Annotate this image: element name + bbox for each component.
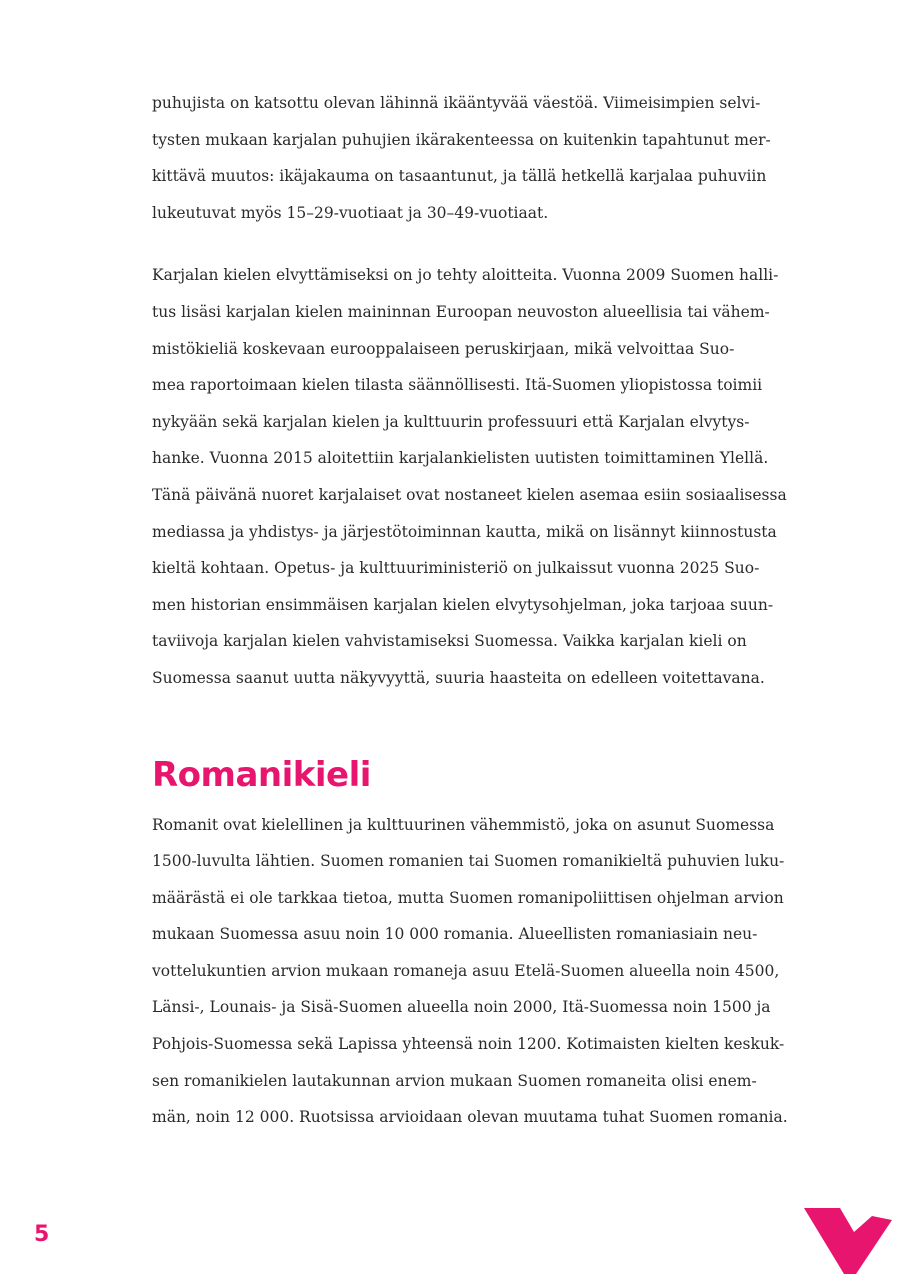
text-line: Pohjois-Suomessa sekä Lapissa yhteensä noin 1200. Kotimaisten kielten keskuk- (152, 1035, 785, 1054)
text-line: men historian ensimmäisen karjalan kielen elvytysohjelman, joka tarjoaa suun- (152, 595, 774, 614)
page-content (152, 85, 842, 1162)
text-line: män, noin 12 000. Ruotsissa arvioidaan olevan muutama tuhat Suomen romania. (152, 1108, 788, 1127)
text-line: määrästä ei ole tarkkaa tietoa, mutta Suomen romanipoliittisen ohjelman arvion (152, 888, 784, 907)
text-line: taviivoja karjalan kielen vahvistamiseksi Suomessa. Vaikka karjalan kieli on (152, 632, 747, 651)
text-line: Länsi-, Lounais- ja Sisä-Suomen alueella noin 2000, Itä-Suomessa noin 1500 ja (152, 998, 771, 1017)
text-line: Suomessa saanut uutta näkyvyyttä, suuria haasteita on edelleen voitettavana. (152, 668, 765, 687)
paragraph-1 (152, 85, 842, 231)
text-line: mea raportoimaan kielen tilasta säännöllisesti. Itä-Suomen yliopistossa toimii (152, 376, 763, 395)
text-line: 1500-luvulta lähtien. Suomen romanien tai Suomen romanikieltä puhuvien luku- (152, 852, 785, 871)
text-line: puhujista on katsottu olevan lähinnä ikääntyvää väestöä. Viimeisimpien selvi- (152, 94, 761, 112)
text-line: hanke. Vuonna 2015 aloitettiin karjalankielisten uutisten toimittaminen Ylellä. (152, 449, 769, 468)
section-heading: Romanikieli (152, 754, 371, 795)
text-line: tysten mukaan karjalan puhujien ikärakenteessa on kuitenkin tapahtunut mer- (152, 130, 771, 149)
text-line: nykyään sekä karjalan kielen ja kulttuurin professuuri että Karjalan elvytys- (152, 412, 750, 431)
text-line: sen romanikielen lautakunnan arvion mukaan Suomen romaneita olisi enem- (152, 1071, 757, 1090)
text-line: tus lisäsi karjalan kielen maininnan Euroopan neuvoston alueellisia tai vähem- (152, 302, 770, 321)
text-line: Karjalan kielen elvyttämiseksi on jo tehty aloitteita. Vuonna 2009 Suomen halli- (152, 266, 779, 285)
text-line: Romanit ovat kielellinen ja kulttuurinen vähemmistö, joka on asunut Suomessa (152, 815, 775, 834)
text-line: kieltä kohtaan. Opetus- ja kulttuuriministeriö on julkaissut vuonna 2025 Suo- (152, 559, 760, 578)
text-line: vottelukuntien arvion mukaan romaneja asuu Etelä-Suomen alueella noin 4500, (152, 961, 780, 980)
text-line: mediassa ja yhdistys- ja järjestötoiminnan kautta, mikä on lisännyt kiinnostusta (152, 522, 777, 541)
text-line: mistökieliä koskevaan eurooppalaiseen peruskirjaan, mikä velvoittaa Suo- (152, 339, 735, 358)
paragraph-romani (152, 807, 842, 1136)
page-number: 5 (34, 1222, 50, 1247)
text-line: kittävä muutos: ikäjakauma on tasaantunut, ja tällä hetkellä karjalaa puhuviin (152, 167, 767, 186)
text-line: Tänä päivänä nuoret karjalaiset ovat nostaneet kielen asemaa esiin sosiaalisessa (152, 485, 787, 504)
text-line: mukaan Suomessa asuu noin 10 000 romania. Alueellisten romaniasiain neu- (152, 925, 758, 944)
text-line: lukeutuvat myös 15–29-vuotiaat ja 30–49-vuotiaat. (152, 203, 549, 222)
paragraph-2 (152, 257, 842, 696)
pink-v-logo-icon (804, 1206, 892, 1274)
